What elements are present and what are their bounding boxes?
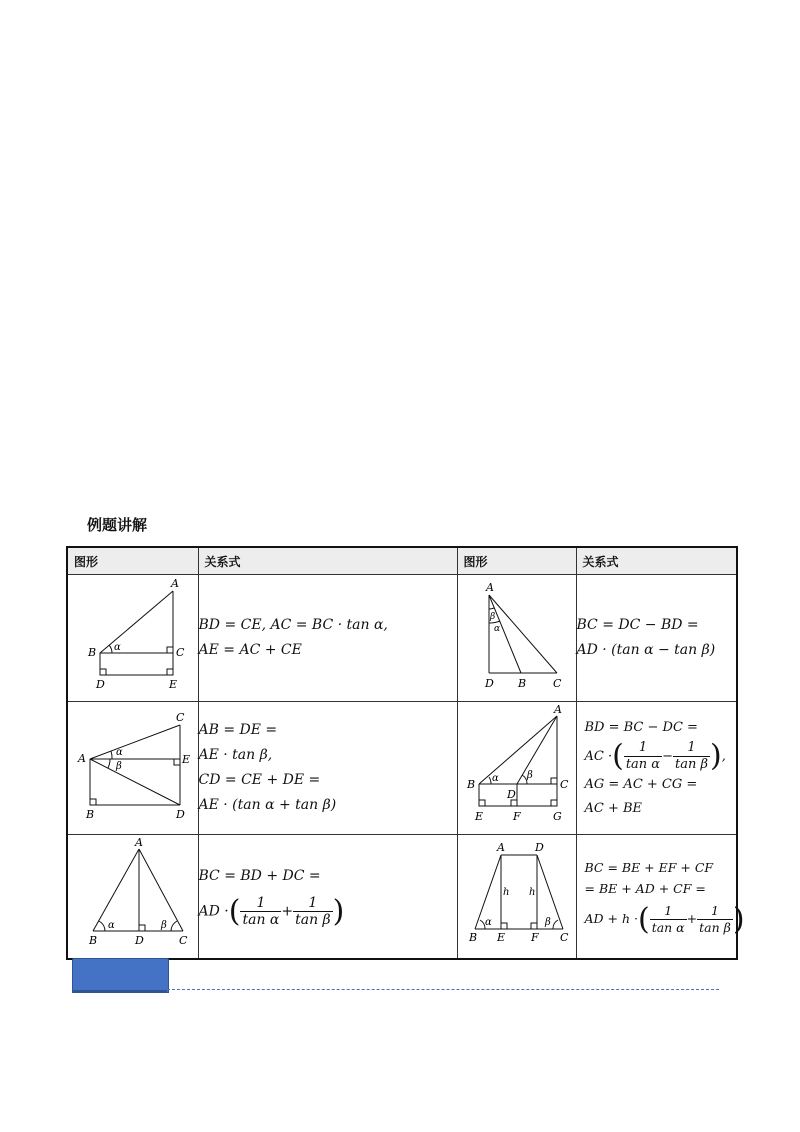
operator-plus: +	[281, 903, 294, 920]
label-B: B	[85, 808, 94, 821]
fraction	[293, 895, 333, 928]
label-D: D	[95, 678, 105, 691]
fraction-numerator: 1	[293, 895, 333, 912]
paren-right: )	[710, 738, 722, 773]
label-E: E	[181, 753, 190, 766]
table-row	[67, 575, 737, 702]
label-beta: β	[526, 770, 533, 781]
figure-two-platforms	[461, 704, 573, 828]
label-F: F	[512, 810, 521, 823]
header-formula-2: 关系式	[576, 547, 737, 575]
figure-cell	[67, 702, 198, 835]
formula-prefix: AD ·	[198, 903, 229, 920]
formula-line	[585, 740, 737, 773]
fraction	[697, 903, 733, 936]
label-h: h	[528, 887, 535, 899]
fraction-denominator: tan α	[651, 919, 685, 935]
paren-right: )	[332, 894, 345, 930]
label-D: D	[534, 841, 544, 855]
label-B: B	[466, 778, 475, 791]
label-C: C	[559, 778, 568, 791]
fraction-denominator: tan α	[242, 912, 280, 929]
figure-right-triangle-platform	[78, 577, 188, 695]
formula-line: AE = AC + CE	[198, 642, 302, 658]
figure-trapezoid	[463, 841, 571, 947]
label-alpha: α	[113, 642, 121, 653]
label-D: D	[134, 934, 144, 948]
fraction	[240, 895, 281, 928]
label-beta: β	[544, 917, 551, 929]
table-header-row	[67, 547, 737, 575]
figure-cell	[457, 702, 576, 835]
figure-cell	[67, 835, 198, 959]
fraction-denominator: tan α	[625, 756, 661, 772]
header-figure-2: 图形	[457, 547, 576, 575]
formula-line: AB = DE =	[198, 722, 278, 738]
paren-left: (	[637, 901, 650, 937]
section-tab-underline	[72, 990, 167, 992]
paren-left: (	[228, 894, 241, 930]
label-E: E	[496, 931, 505, 945]
formula-line: BD = BC − DC =	[584, 719, 698, 735]
fraction-numerator: 1	[650, 903, 687, 920]
label-beta: β	[490, 612, 496, 622]
label-D: D	[506, 788, 516, 801]
operator-plus: +	[686, 910, 698, 926]
operator-minus: −	[662, 748, 673, 764]
label-A: A	[170, 577, 179, 590]
formula-prefix: AC ·	[584, 748, 613, 764]
formula-line: = BE + AD + CF =	[584, 880, 706, 896]
formula-line: AC + BE	[584, 800, 643, 816]
formula-cell	[576, 835, 745, 959]
label-A: A	[486, 581, 494, 594]
figure-isosceles-altitude	[75, 837, 191, 951]
figure-elevation-depression	[72, 707, 194, 825]
fraction	[673, 740, 710, 773]
label-alpha: α	[107, 920, 115, 932]
figure-cell	[457, 835, 576, 959]
formula-cell	[198, 575, 457, 702]
formula-cell	[198, 702, 457, 835]
label-E: E	[474, 810, 483, 823]
fraction-numerator: 1	[624, 740, 662, 757]
formula-cell	[576, 702, 737, 835]
label-C: C	[553, 677, 562, 690]
label-F: F	[530, 931, 539, 945]
label-A: A	[496, 841, 505, 855]
label-A: A	[77, 752, 86, 765]
label-B: B	[518, 677, 527, 690]
fraction-denominator: tan β	[295, 912, 331, 929]
formula-line: AD · (tan α − tan β)	[576, 642, 716, 658]
formula-line	[584, 901, 745, 937]
formula-suffix: ,	[721, 748, 726, 764]
label-beta: β	[115, 761, 122, 772]
formula-cell	[198, 835, 457, 959]
label-D: D	[485, 677, 494, 690]
header-formula-1: 关系式	[198, 547, 457, 575]
formula-line: CD = CE + DE =	[198, 772, 321, 788]
label-A: A	[553, 704, 562, 716]
figure-cell	[67, 575, 198, 702]
label-C: C	[178, 934, 188, 948]
label-h: h	[502, 887, 509, 899]
section-tab-decoration	[72, 958, 169, 993]
table-row	[67, 702, 737, 835]
fraction-denominator: tan β	[699, 919, 731, 935]
fraction-denominator: tan β	[675, 756, 708, 772]
paren-left: (	[612, 738, 624, 773]
label-C: C	[559, 931, 568, 945]
formula-prefix: AD + h ·	[584, 910, 638, 926]
formula-line: AE · tan β,	[198, 747, 273, 763]
label-alpha: α	[491, 773, 499, 784]
label-B: B	[87, 646, 96, 659]
label-alpha: α	[494, 624, 501, 634]
label-alpha: α	[115, 747, 123, 758]
paren-right: )	[732, 901, 745, 937]
formula-line: BC = DC − BD =	[576, 617, 699, 633]
label-E: E	[168, 678, 177, 691]
relation-table	[66, 546, 745, 960]
section-heading: 例题讲解	[87, 516, 148, 534]
label-A: A	[134, 837, 143, 850]
figure-nested-right-triangles	[469, 581, 564, 691]
label-G: G	[552, 810, 562, 823]
formula-line: BD = CE, AC = BC · tan α,	[198, 617, 388, 633]
formula-line: AG = AC + CG =	[584, 776, 698, 792]
fraction-numerator: 1	[240, 895, 281, 912]
label-beta: β	[160, 920, 167, 932]
fraction-numerator: 1	[673, 740, 710, 757]
label-C: C	[175, 646, 185, 659]
label-alpha: α	[484, 917, 492, 929]
fraction	[650, 903, 687, 936]
header-figure-1: 图形	[67, 547, 198, 575]
formula-line: BC = BD + DC =	[198, 868, 321, 885]
formula-line	[199, 895, 457, 928]
figure-cell	[457, 575, 576, 702]
label-D: D	[175, 808, 185, 821]
formula-cell	[576, 575, 737, 702]
table-row	[67, 835, 737, 959]
label-B: B	[88, 934, 97, 948]
formula-line: BC = BE + EF + CF	[584, 859, 714, 875]
fraction-numerator: 1	[697, 903, 733, 920]
label-B: B	[468, 931, 477, 945]
label-C: C	[175, 711, 185, 724]
formula-line: AE · (tan α + tan β)	[198, 797, 337, 813]
fraction	[624, 740, 662, 773]
section-divider	[167, 989, 719, 990]
